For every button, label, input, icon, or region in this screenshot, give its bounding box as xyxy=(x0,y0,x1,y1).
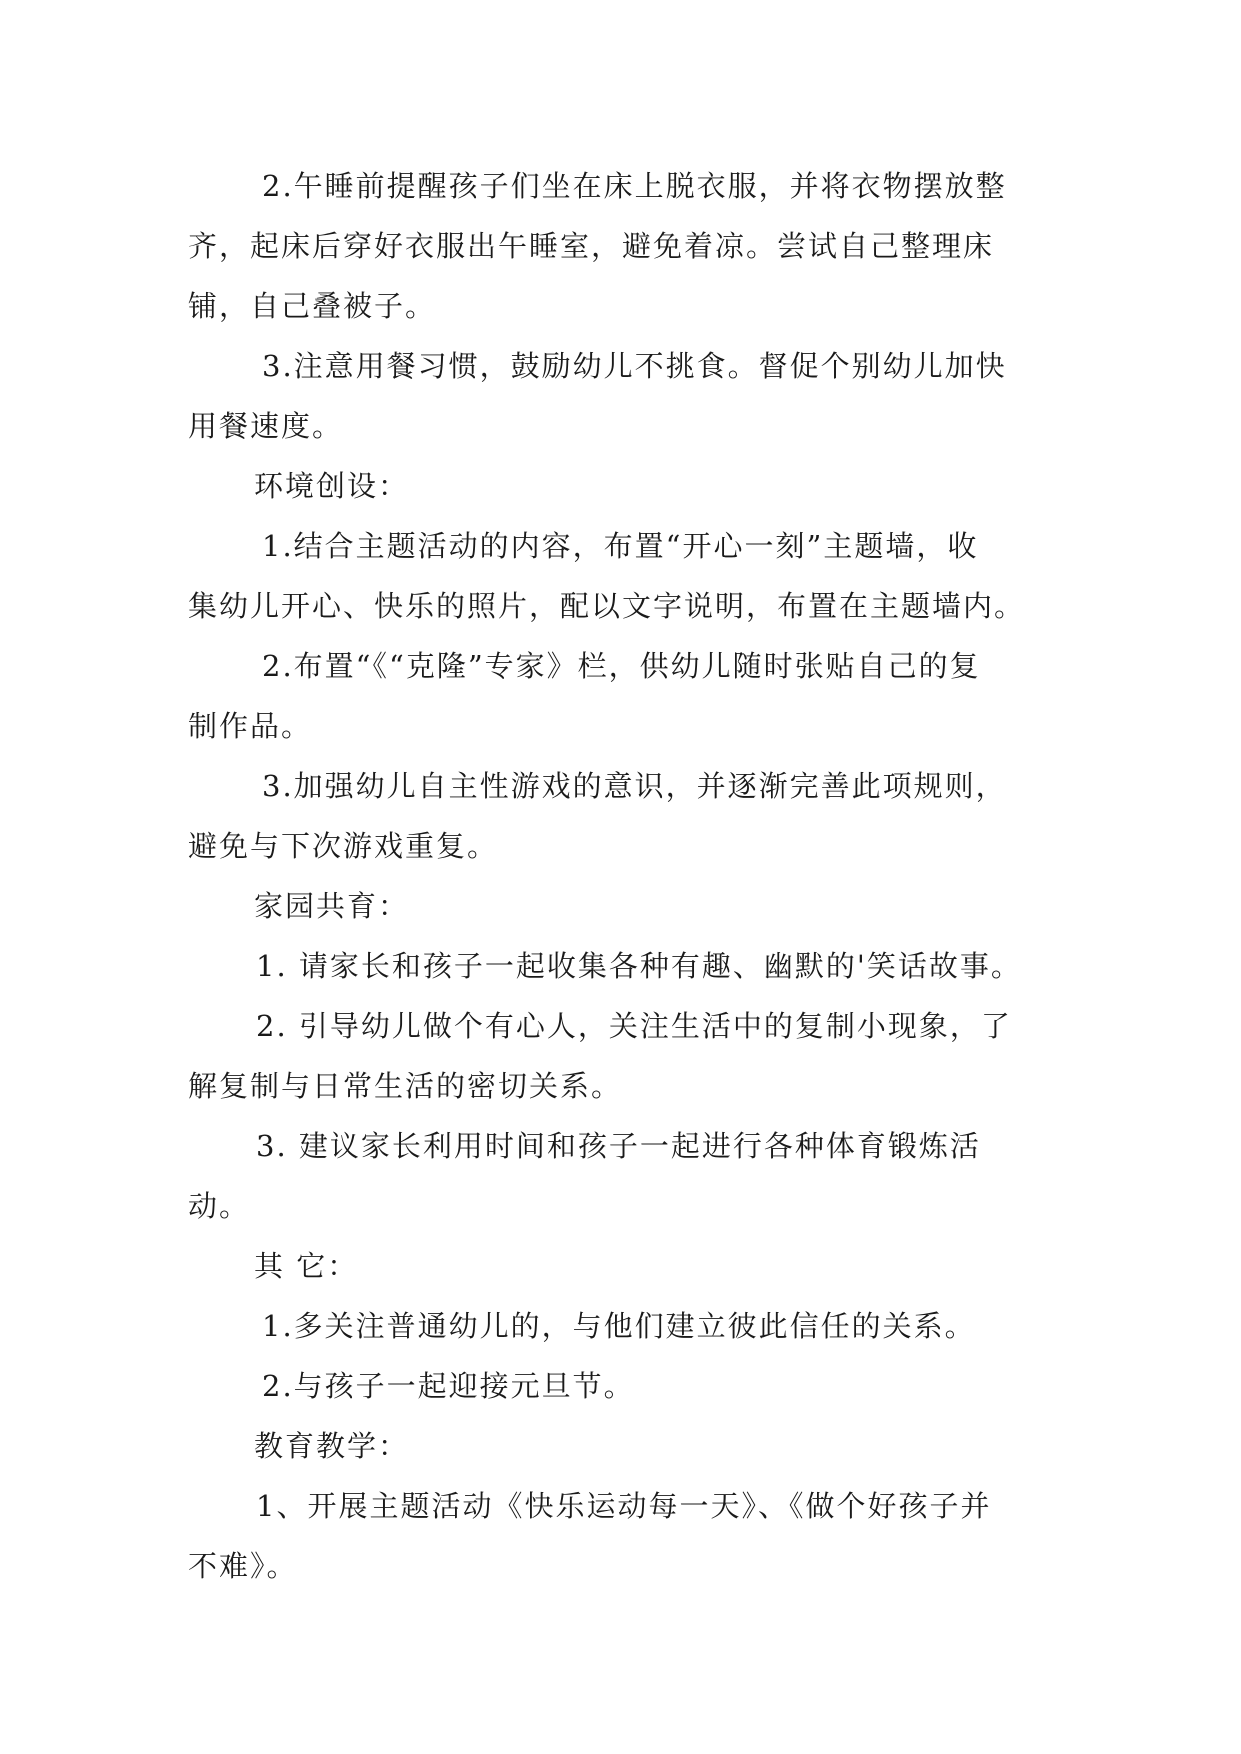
paragraph-line: 2.午睡前提醒孩子们坐在床上脱衣服，并将衣物摆放整 xyxy=(262,169,1007,203)
paragraph-line: 集幼儿开心、快乐的照片，配以文字说明，布置在主题墙内。 xyxy=(188,589,1026,623)
paragraph-line: 解复制与日常生活的密切关系。 xyxy=(188,1069,623,1103)
paragraph-line: 动。 xyxy=(188,1189,251,1223)
paragraph-line: 2.布置“《“克隆”专家》栏，供幼儿随时张贴自己的复 xyxy=(262,649,981,683)
paragraph-line: 3. 建议家长利用时间和孩子一起进行各种体育锻炼活 xyxy=(256,1129,981,1163)
paragraph-line: 1.结合主题活动的内容，布置“开心一刻”主题墙，收 xyxy=(262,529,979,563)
paragraph-line: 不难》。 xyxy=(188,1549,298,1583)
paragraph-line: 1.多关注普通幼儿的，与他们建立彼此信任的关系。 xyxy=(262,1309,976,1343)
paragraph-line: 3.注意用餐习惯，鼓励幼儿不挑食。督促个别幼儿加快 xyxy=(262,349,1007,383)
paragraph-line: 2. 引导幼儿做个有心人，关注生活中的复制小现象，了 xyxy=(256,1009,1012,1043)
section-heading: 教育教学： xyxy=(254,1429,410,1463)
paragraph-line: 制作品。 xyxy=(188,709,313,743)
section-heading: 环境创设： xyxy=(254,469,410,503)
paragraph-line: 3.加强幼儿自主性游戏的意识，并逐渐完善此项规则， xyxy=(262,769,1007,803)
paragraph-line: 铺，自己叠被子。 xyxy=(188,289,437,323)
section-heading: 家园共育： xyxy=(254,889,410,923)
paragraph-line: 齐，起床后穿好衣服出午睡室，避免着凉。尝试自己整理床 xyxy=(188,229,995,263)
paragraph-line: 用餐速度。 xyxy=(188,409,344,443)
paragraph-line: 1. 请家长和孩子一起收集各种有趣、幽默的'笑话故事。 xyxy=(256,949,1022,983)
section-heading: 其 它： xyxy=(254,1249,359,1283)
paragraph-line: 1、开展主题活动《快乐运动每一天》、《做个好孩子并 xyxy=(256,1489,992,1523)
paragraph-line: 避免与下次游戏重复。 xyxy=(188,829,499,863)
paragraph-line: 2.与孩子一起迎接元旦节。 xyxy=(262,1369,635,1403)
